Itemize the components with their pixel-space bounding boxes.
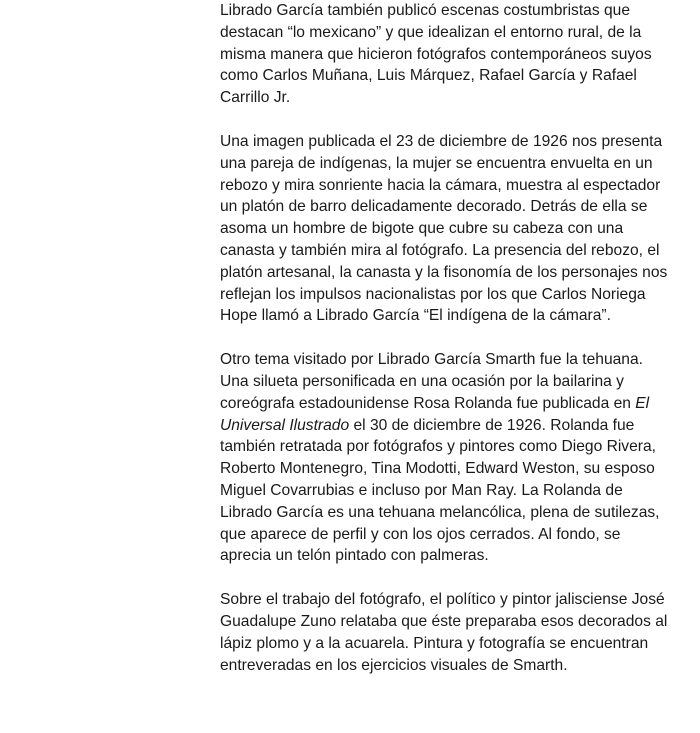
paragraph-tehuana-rest: el 30 de diciembre de 1926. Rolanda fue también retratada por fotógrafos y pintores como Diego Rivera, Roberto Montenegro, Tina Modotti, Edward Weston, su esposo Miguel Covarrubias e incluso por Man Ray. La Rolanda de Librado García es una tehuana melancólica, plena de sutilezas, que aparece de perfil y con los ojos cerrados. Al fondo, se aprecia un telón pintado con palmeras.	[220, 416, 660, 565]
paragraph-tehuana-intro: Otro tema visitado por Librado García Smarth fue la tehuana. Una silueta personificada en una ocasión por la bailarina y coreógrafa estadounidense Rosa Rolanda fue publicada en	[220, 351, 643, 412]
article-body	[220, 0, 670, 698]
paragraph-pareja-indigenas: Una imagen publicada el 23 de diciembre de 1926 nos presenta una pareja de indígenas, la mujer se encuentra envuelta en un rebozo y mira sonriente hacia la cámara, muestra al espectador un platón de barro delicadamente decorado. Detrás de ella se asoma un hombre de bigote que cubre su cabeza con una canasta y también mira al fotógrafo. La presencia del rebozo, el platón artesanal, la canasta y la fisonomía de los personajes nos reflejan los impulsos nacionalistas por los que Carlos Noriega Hope llamó a Librado García “El indígena de la cámara”.	[220, 132, 668, 325]
paragraph-zuno: Sobre el trabajo del fotógrafo, el político y pintor jalisciense José Guadalupe Zuno relataba que éste preparaba esos decorados al lápiz plomo y a la acuarela. Pintura y fotografía se encuentran entreveradas en los ejercicios visuales de Smarth.	[220, 591, 668, 674]
paragraph-costumbristas: Librado García también publicó escenas costumbristas que destacan “lo mexicano” y que idealizan el entorno rural, de la misma manera que hicieron fotógrafos contemporáneos suyos como Carlos Muñana, Luis Márquez, Rafael García y Rafael Carrillo Jr.	[220, 2, 652, 107]
paragraph-tehuana	[220, 349, 670, 567]
publication-title: El Universal Ilustrado	[220, 394, 650, 434]
